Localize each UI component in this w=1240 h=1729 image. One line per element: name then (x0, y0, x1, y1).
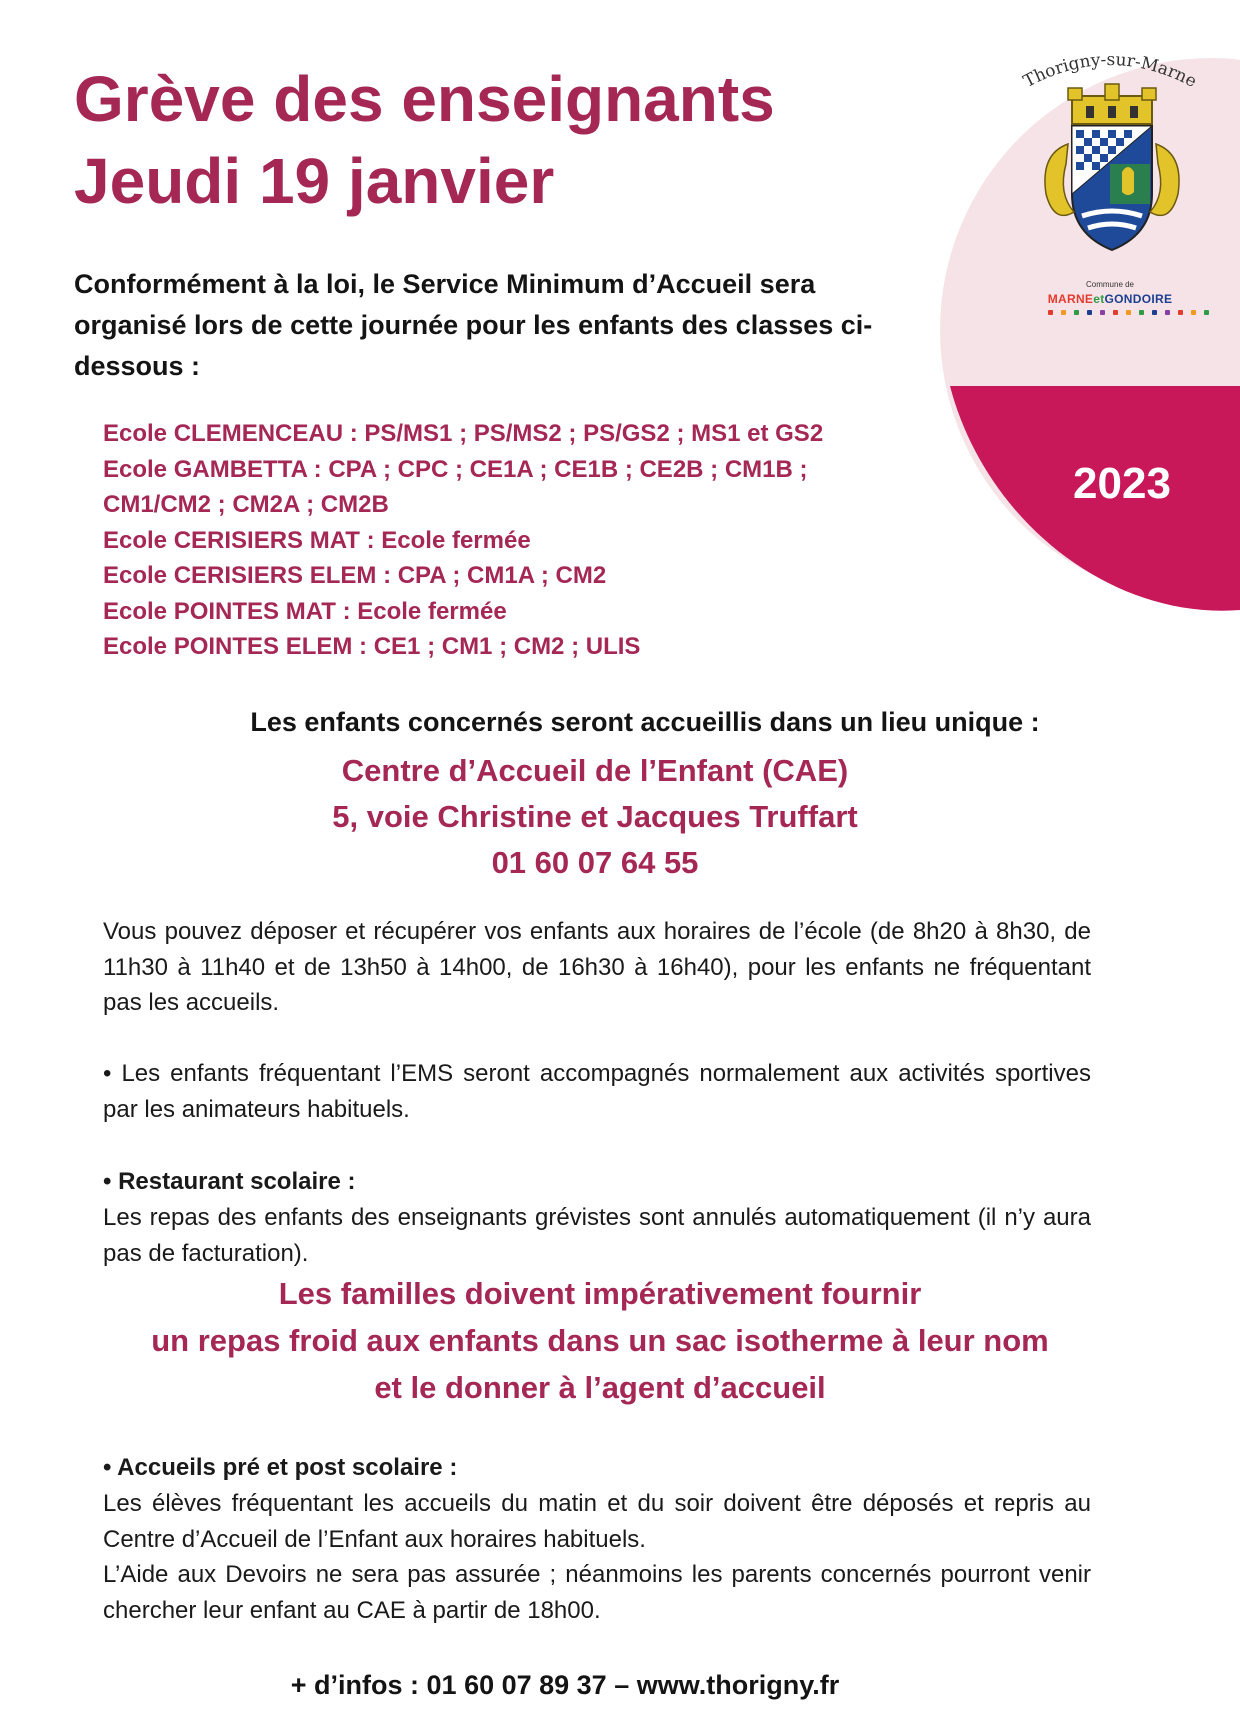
emphasis-line: Les familles doivent impérativement fournir (278, 1276, 922, 1311)
town-logo (1010, 44, 1210, 334)
school-item: Ecole CERISIERS ELEM : CPA ; CM1A ; CM2 (103, 562, 607, 589)
school-list (103, 416, 823, 665)
venue-address: 5, voie Christine et Jacques Truffart (332, 799, 858, 834)
restaurant-emphasis (0, 1270, 1200, 1411)
venue-phone: 01 60 07 64 55 (491, 845, 699, 880)
school-item: Ecole CLEMENCEAU : PS/MS1 ; PS/MS2 ; PS/GS2 ; MS1 et GS2 (103, 420, 824, 447)
venue-block (0, 700, 1190, 886)
accueils-heading: • Accueils pré et post scolaire : (103, 1454, 458, 1481)
restaurant-heading: • Restaurant scolaire : (103, 1168, 356, 1195)
emphasis-line: et le donner à l’agent d’accueil (374, 1370, 826, 1405)
school-item: Ecole CERISIERS MAT : Ecole fermée (103, 526, 531, 554)
school-item: Ecole POINTES MAT : Ecole fermée (103, 597, 507, 625)
ems-paragraph: • Les enfants fréquentant l’EMS seront accompagnés normalement aux activités sportives par les animateurs habituels. (103, 1060, 1091, 1123)
brand-dots (1048, 310, 1209, 315)
accueils-text-2: L’Aide aux Devoirs ne sera pas assurée ; néanmoins les parents concernés pourront venir chercher leur enfant au CAE à partir de 18h00. (103, 1561, 1091, 1624)
footer-contact: + d’infos : 01 60 07 89 37 – www.thorigny.fr (290, 1670, 840, 1700)
town-name: Thorigny-sur-Marne (1020, 49, 1200, 92)
school-item: Ecole GAMBETTA : CPA ; CPC ; CE1A ; CE1B ; CE2B ; CM1B ; (103, 455, 808, 483)
school-item: Ecole POINTES ELEM : CE1 ; CM1 ; CM2 ; ULIS (103, 633, 641, 660)
logo-subtitle: Commune de (1085, 280, 1135, 289)
coat-of-arms-icon (1010, 44, 1210, 284)
logo-brand: MARNEetGONDOIRE (1047, 292, 1173, 306)
school-item: CM1/CM2 ; CM2A ; CM2B (103, 491, 389, 518)
page-title (74, 58, 775, 222)
accueils-text-1: Les élèves fréquentant les accueils du matin et du soir doivent être déposés et repris au Centre d’Accueil de l’Enfant aux horaires habituels. (103, 1490, 1091, 1553)
schedule-paragraph: Vous pouvez déposer et récupérer vos enfants aux horaires de l’école (de 8h20 à 8h30, de 11h30 à 11h40 et de 13h50 à 14h00, de 16h30 à 16h40), pour les enfants ne fréquentant pas les accueils. (103, 918, 1091, 1016)
venue-lead: Les enfants concernés seront accueillis dans un lieu unique : (250, 707, 1040, 737)
year-label: 2023 (1073, 459, 1171, 508)
restaurant-text: Les repas des enfants des enseignants grévistes sont annulés automatiquement (il n’y aura pas de facturation). (103, 1204, 1091, 1267)
title-line-2: Jeudi 19 janvier (74, 145, 555, 217)
intro-text: Conformément à la loi, le Service Minimum d’Accueil sera organisé lors de cette journée pour les enfants des classes ci-dessous : (74, 269, 873, 381)
title-line-1: Grève des enseignants (74, 63, 775, 135)
venue-name: Centre d’Accueil de l’Enfant (CAE) (341, 753, 849, 788)
emphasis-line: un repas froid aux enfants dans un sac isotherme à leur nom (151, 1323, 1049, 1358)
